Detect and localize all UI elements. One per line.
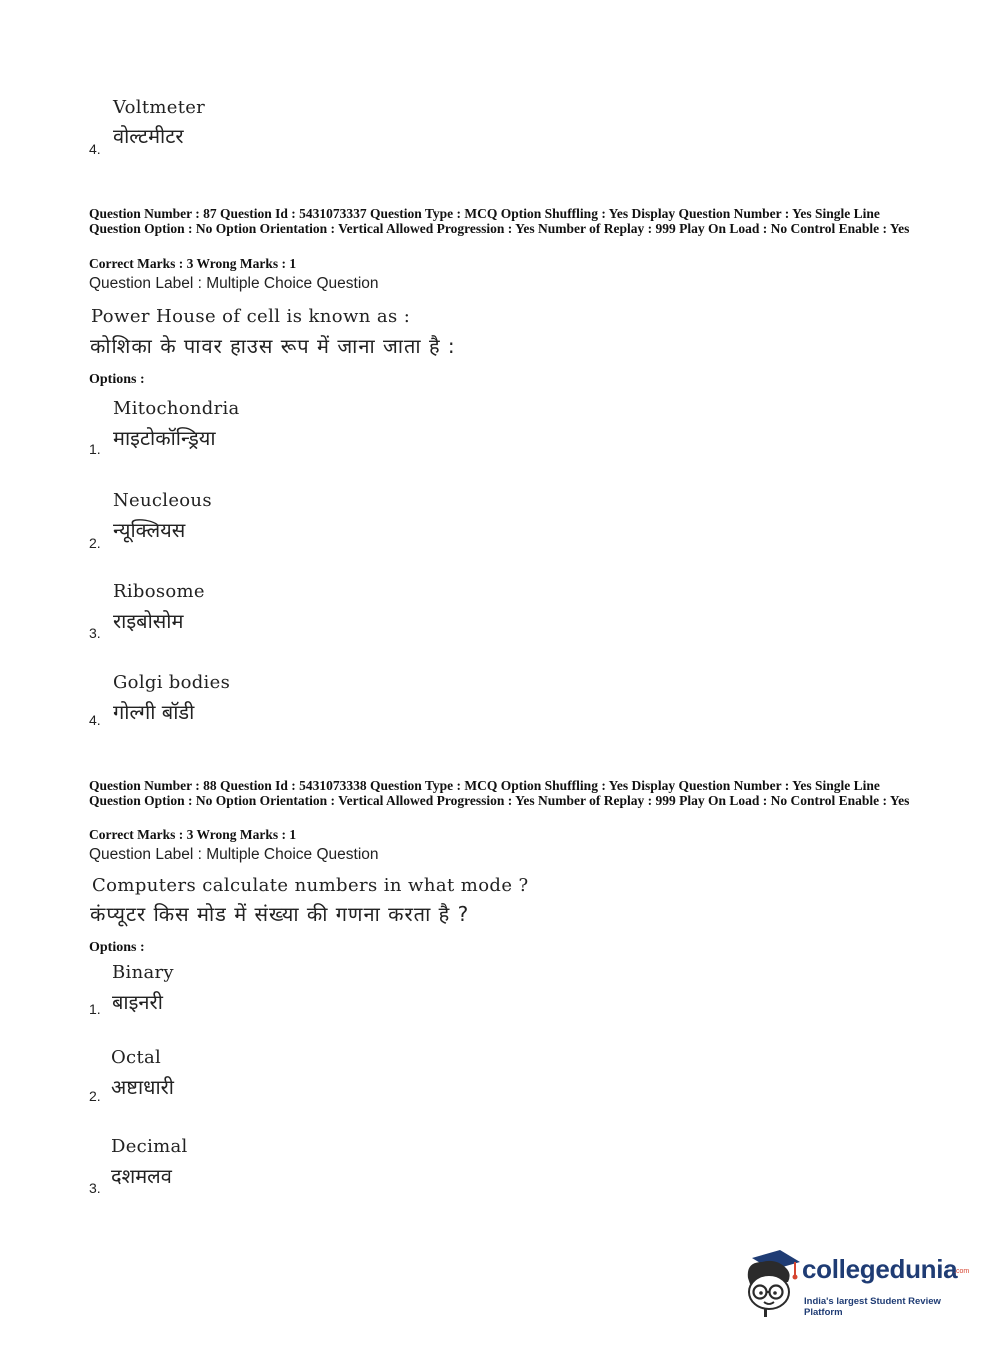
q87-option-4-hi: गोल्गी बॉडी [113,700,195,724]
logo-tagline: India's largest Student Review Platform [804,1296,941,1318]
q87-option-1-hi: माइटोकॉन्ड्रिया [113,426,216,450]
q87-option-2-hi: न्यूक्लियस [113,518,186,542]
q88-marks: Correct Marks : 3 Wrong Marks : 1 [89,827,297,842]
q87-option-2-number: 2. [89,535,101,551]
q88-label: Question Label : Multiple Choice Question [89,846,379,863]
q88-options-header: Options : [89,940,145,955]
q88-option-1-hi: बाइनरी [112,990,163,1014]
q88-option-1-number: 1. [89,1001,101,1017]
q88-option-2-number: 2. [89,1088,101,1104]
q87-option-1-number: 1. [89,441,101,457]
prev-option-4-number: 4. [89,141,101,157]
logo-name: collegedunia [802,1254,958,1284]
q87-option-3-hi: राइबोसोम [113,609,184,633]
q87-option-4-number: 4. [89,712,101,728]
q88-option-3-number: 3. [89,1180,101,1196]
q87-text-en: Power House of cell is known as : [91,306,411,327]
q88-meta: Question Number : 88 Question Id : 5431073338 Question Type : MCQ Option Shuffling : Yes Display Question Number : Yes Single Line Question Option : No Option Orientation : Vertical Allowed Progression : Yes Number of Replay : 999 Play On Load : No Control Enable : Yes [89,778,910,808]
q87-options-header: Options : [89,372,145,387]
q88-option-1-en: Binary [112,962,174,983]
q87-text-hi: कोशिका के पावर हाउस रूप में जाना जाता है : [90,334,456,358]
q87-marks: Correct Marks : 3 Wrong Marks : 1 [89,256,297,271]
q87-option-3-en: Ribosome [113,581,205,602]
q88-text-hi: कंप्यूटर किस मोड में संख्या की गणना करता है ? [90,902,470,926]
collegedunia-logo[interactable] [742,1248,972,1318]
q87-option-3-number: 3. [89,625,101,641]
prev-option-4-hi: वोल्टमीटर [113,124,184,148]
q87-meta: Question Number : 87 Question Id : 5431073337 Question Type : MCQ Option Shuffling : Yes Display Question Number : Yes Single Line Question Option : No Option Orientation : Vertical Allowed Progression : Yes Number of Replay : 999 Play On Load : No Control Enable : Yes [89,206,910,236]
q88-option-2-hi: अष्टाधारी [111,1075,174,1099]
q87-label: Question Label : Multiple Choice Question [89,275,379,292]
q88-option-3-hi: दशमलव [111,1164,172,1188]
q87-option-4-en: Golgi bodies [113,672,231,693]
q87-option-1-en: Mitochondria [113,398,240,419]
q88-option-2-en: Octal [111,1047,162,1068]
q87-option-2-en: Neucleous [113,490,212,511]
q88-option-3-en: Decimal [111,1136,188,1157]
logo-com: .com [954,1268,970,1275]
prev-option-4-en: Voltmeter [113,97,206,118]
q88-text-en: Computers calculate numbers in what mode ? [92,875,529,896]
student-mascot-icon [742,1248,802,1318]
